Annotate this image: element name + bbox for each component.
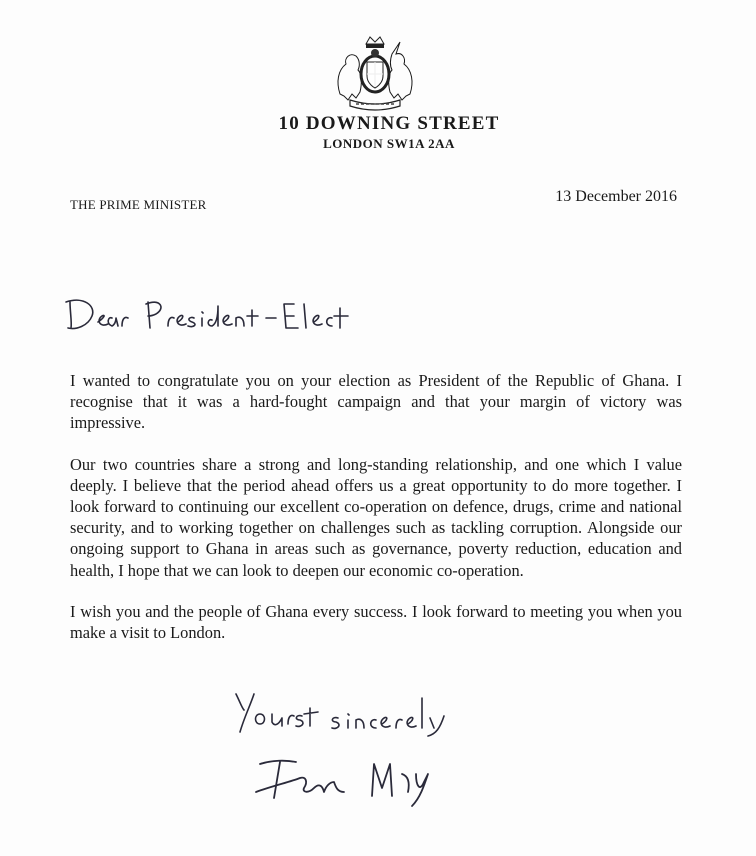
handwritten-salutation	[62, 288, 362, 338]
letter-body	[70, 370, 682, 663]
office-title: THE PRIME MINISTER	[70, 197, 207, 212]
body-paragraph-2: Our two countries share a strong and long-standing relationship, and one which I value deeply. I believe that the period ahead offers us a great opportunity to do more together. I look forward to continuing our excellent co-operation on defence, drugs, crime and national security, and to working together on challenges such as tackling corruption. Alongside our ongoing support to Ghana in areas such as governance, poverty reduction, education and health, I hope that we can look to deepen our economic co-operation.	[70, 454, 682, 580]
handwritten-closing	[230, 688, 470, 740]
body-paragraph-1: I wanted to congratulate you on your election as President of the Republic of Ghana. I recognise that it was a hard-fought campaign and that your margin of victory was impressive.	[70, 371, 682, 433]
royal-coat-of-arms-icon	[330, 34, 420, 116]
letter-date: 13 December 2016	[555, 188, 677, 205]
address-line-1: 10 DOWNING STREET	[278, 113, 500, 134]
address-line-2: LONDON SW1A 2AA	[323, 136, 455, 151]
body-paragraph-3: I wish you and the people of Ghana every success. I look forward to meeting you when you make a visit to London.	[70, 601, 682, 643]
signature-image	[252, 752, 452, 808]
